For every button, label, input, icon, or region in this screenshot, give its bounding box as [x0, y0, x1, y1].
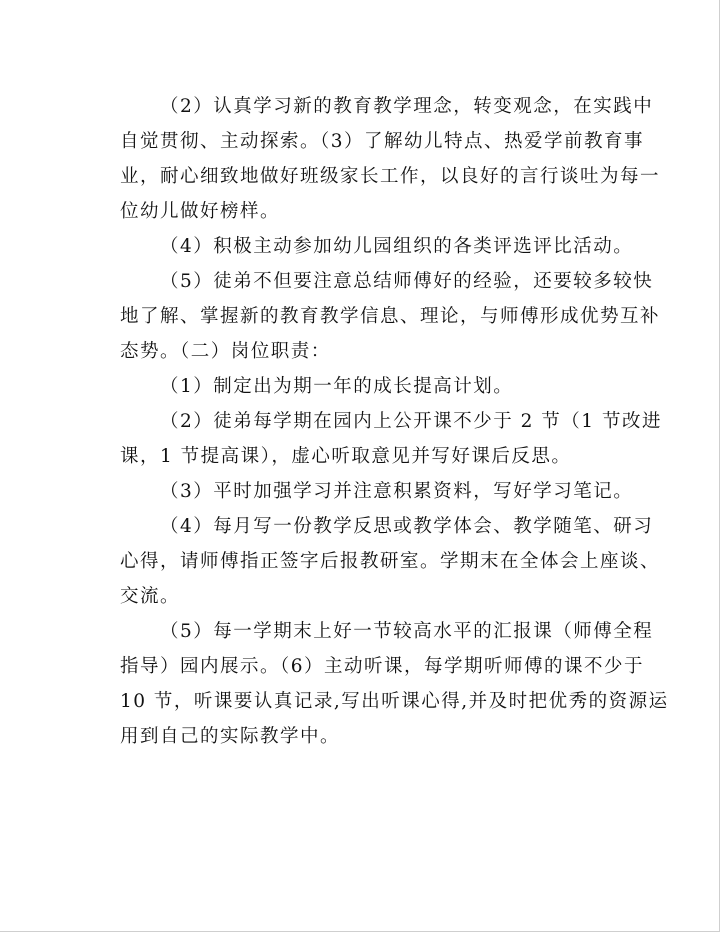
paragraph-line: （3）平时加强学习并注意积累资料，写好学习笔记。 [160, 481, 634, 502]
paragraph-line: 指导）园内展示。（6）主动听课，每学期听师傅的课不少于 [120, 656, 645, 677]
paragraph-report-class [120, 614, 669, 754]
paragraph-line: （2）徒弟每学期在园内上公开课不少于 2 节（1 节改进 [160, 411, 662, 432]
paragraph-line: 自觉贯彻、主动探索。（3）了解幼儿特点、热爱学前教育事 [120, 131, 645, 152]
paragraph-line: 交流。 [120, 586, 181, 607]
paragraph-line: 态势。（二）岗位职责： [120, 341, 331, 362]
paragraph-activities [120, 229, 640, 264]
paragraph-line: （5）徒弟不但要注意总结师傅好的经验，还要较多较快 [160, 271, 654, 292]
paragraph-line: 课，1 节提高课），虚心听取意见并写好课后反思。 [120, 446, 572, 467]
paragraph-line: 位幼儿做好榜样。 [120, 201, 281, 222]
paragraph-line: 用到自己的实际教学中。 [120, 726, 341, 747]
paragraph-line: 10 节，听课要认真记录,写出听课心得,并及时把优秀的资源运 [120, 691, 669, 712]
paragraph-line: （5）每一学期末上好一节较高水平的汇报课（师傅全程 [160, 621, 654, 642]
paragraph-study-notes [120, 474, 640, 509]
paragraph-growth-plan [120, 369, 640, 404]
paragraph-monthly-reflection [120, 509, 661, 614]
paragraph-line: 心得，请师傅指正签字后报教研室。学期末在全体会上座谈、 [120, 551, 661, 572]
paragraph-open-class [120, 404, 662, 474]
paragraph-line: 地了解、掌握新的教育教学信息、理论，与师傅形成优势互补 [120, 306, 661, 327]
paragraph-learning-concepts [120, 89, 661, 229]
paragraph-line: 业，耐心细致地做好班级家长工作，以良好的言行谈吐为每一 [120, 166, 661, 187]
paragraph-apprentice-experience [120, 264, 661, 369]
paragraph-line: （4）积极主动参加幼儿园组织的各类评选评比活动。 [160, 236, 634, 257]
paragraph-line: （1）制定出为期一年的成长提高计划。 [160, 376, 514, 397]
paragraph-line: （2）认真学习新的教育教学理念，转变观念，在实践中 [160, 96, 654, 117]
paragraph-line: （4）每月写一份教学反思或教学体会、教学随笔、研习 [160, 516, 654, 537]
document-body [120, 89, 669, 754]
